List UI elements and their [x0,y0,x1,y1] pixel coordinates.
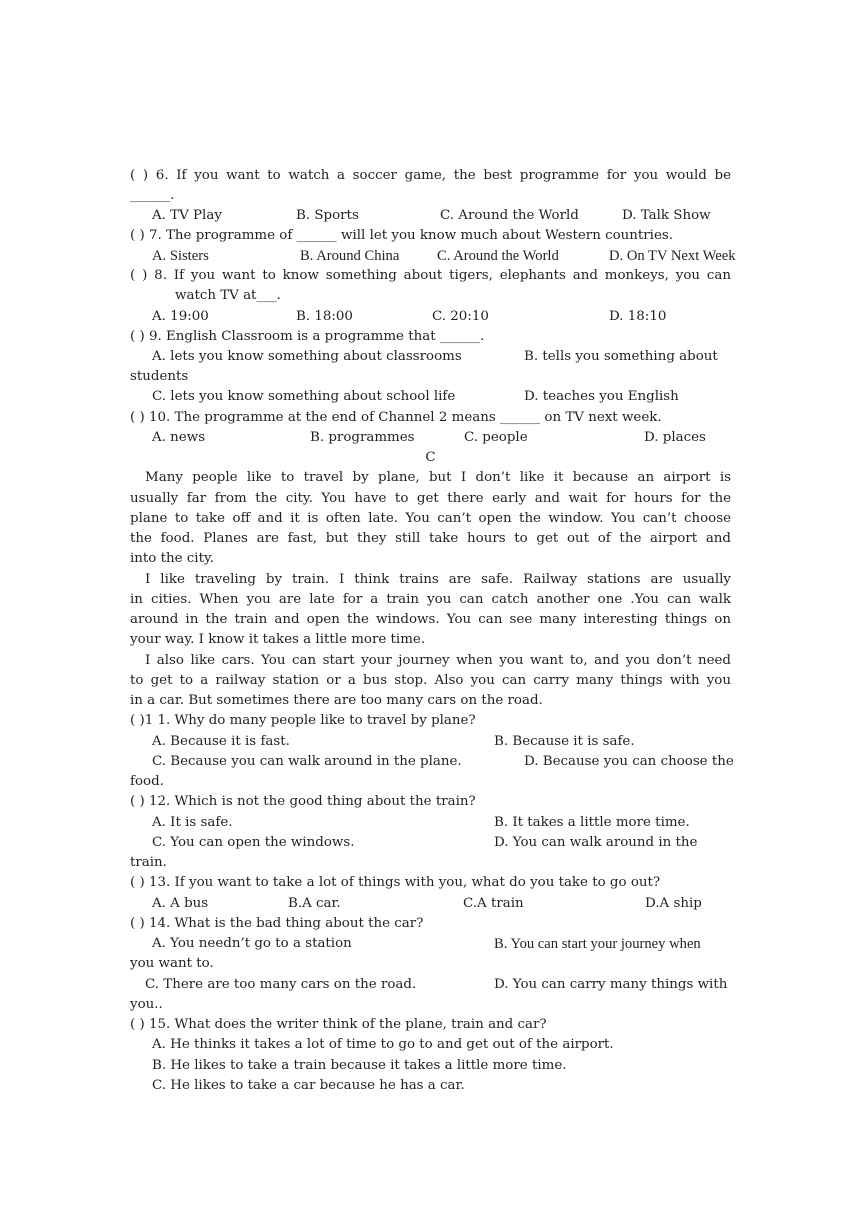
passage-p3-line-2: to get to a railway station or a bus stop. Also you can carry many things with you [130,673,731,688]
question-11-option-d-continued: food. [130,774,164,789]
passage-p1-line-2: usually far from the city. You have to get there early and wait for hours for the [130,491,731,506]
question-9-stem: ( ) 9. English Classroom is a programme that ______. [130,329,485,344]
question-6-option-b: B. Sports [296,208,359,223]
question-12-option-b: B. It takes a little more time. [494,815,690,830]
question-11-option-d: D. Because you can choose the [524,754,734,769]
question-14-option-a: A. You needn’t go to a station [152,936,352,951]
question-10-stem: ( ) 10. The programme at the end of Channel 2 means ______ on TV next week. [130,410,662,425]
question-8-stem: ( ) 8. If you want to know something about tigers, elephants and monkeys, you can [130,268,731,283]
question-10-option-d: D. places [644,430,706,445]
question-11-stem: ( )1 1. Why do many people like to travel by plane? [130,713,476,728]
question-13-option-c: C.A train [463,896,524,911]
question-11-option-a: A. Because it is fast. [152,734,290,749]
passage-p3-line-3: in a car. But sometimes there are too many cars on the road. [130,693,543,708]
question-8-option-d: D. 18:10 [609,309,667,324]
passage-p1-line-4: the food. Planes are fast, but they still take hours to get out of the airport and [130,531,731,546]
question-8-option-c: C. 20:10 [432,309,489,324]
question-11-option-b: B. Because it is safe. [494,734,635,749]
section-c-heading: C [425,450,436,465]
question-8-option-b: B. 18:00 [296,309,353,324]
question-13-option-a: A. A bus [152,896,209,911]
question-15-option-a: A. He thinks it takes a lot of time to go to and get out of the airport. [152,1037,614,1052]
question-6-option-d: D. Talk Show [622,208,711,223]
question-7-option-d: D. On TV Next Week [609,248,736,264]
question-12-stem: ( ) 12. Which is not the good thing about the train? [130,794,476,809]
question-9-option-d: D. teaches you English [524,389,679,404]
question-7-option-c: C. Around the World [437,248,559,264]
question-14-option-b-continued: you want to. [130,956,214,971]
passage-p1-line-5: into the city. [130,551,214,566]
passage-p2-line-3: around in the train and open the windows. You can see many interesting things on [130,612,731,627]
question-14-option-d: D. You can carry many things with [494,977,728,992]
question-12-option-a: A. It is safe. [152,815,233,830]
question-7-option-a: A. Sisters [152,248,209,264]
question-11-option-c: C. Because you can walk around in the plane. [152,754,462,769]
question-6-option-c: C. Around the World [440,208,579,223]
question-13-option-d: D.A ship [645,896,702,911]
question-14-stem: ( ) 14. What is the bad thing about the car? [130,916,424,931]
question-10-option-a: A. news [152,430,206,445]
question-6-option-a: A. TV Play [152,208,222,223]
question-9-option-c: C. lets you know something about school life [152,389,456,404]
passage-p1-line-1: Many people like to travel by plane, but I don’t like it because an airport is [145,470,731,485]
question-14-option-c: C. There are too many cars on the road. [145,977,417,992]
passage-p2-line-4: your way. I know it takes a little more time. [130,632,426,647]
question-6-stem-continued: ______. [130,188,175,203]
question-15-option-c: C. He likes to take a car because he has a car. [152,1078,465,1093]
question-14-option-d-continued: you.. [130,997,163,1012]
question-9-option-a: A. lets you know something about classrooms [152,349,462,364]
passage-p2-line-2: in cities. When you are late for a train you can catch another one .You can walk [130,592,731,607]
question-7-stem: ( ) 7. The programme of ______ will let you know much about Western countries. [130,228,673,243]
question-7-option-b: B. Around China [300,248,400,264]
question-6-stem: ( ) 6. If you want to watch a soccer game, the best programme for you would be [130,168,731,183]
question-8-option-a: A. 19:00 [152,309,209,324]
question-15-option-b: B. He likes to take a train because it takes a little more time. [152,1058,567,1073]
question-12-option-d-continued: train. [130,855,167,870]
passage-p1-line-3: plane to take off and it is often late. You can’t open the window. You can’t choose [130,511,731,526]
question-14-option-b: B. You can start your journey when [494,936,701,952]
question-10-option-c: C. people [464,430,528,445]
question-9-option-b: B. tells you something about [524,349,718,364]
question-9-option-b-continued: students [130,369,189,384]
question-15-stem: ( ) 15. What does the writer think of the plane, train and car? [130,1017,547,1032]
question-10-option-b: B. programmes [310,430,415,445]
passage-p2-line-1: I like traveling by train. I think trains are safe. Railway stations are usually [145,572,731,587]
question-12-option-c: C. You can open the windows. [152,835,355,850]
question-13-stem: ( ) 13. If you want to take a lot of things with you, what do you take to go out? [130,875,661,890]
question-8-stem-continued: watch TV at___. [175,288,281,303]
question-12-option-d: D. You can walk around in the [494,835,698,850]
passage-p3-line-1: I also like cars. You can start your journey when you want to, and you don’t need [145,653,731,668]
question-13-option-b: B.A car. [288,896,341,911]
